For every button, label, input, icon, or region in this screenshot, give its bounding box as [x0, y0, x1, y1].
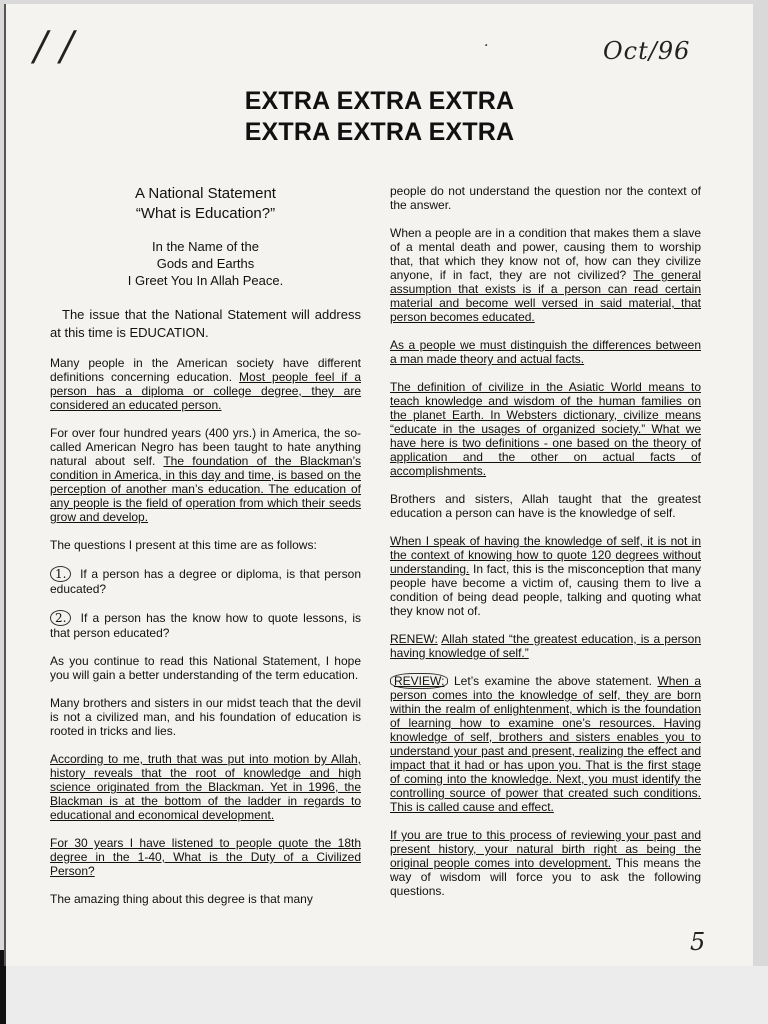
paragraph-continue: As you continue to read this National Statement, I hope you will gain a better understanding of the term education.: [50, 654, 361, 682]
paragraph-text: Many people in the American society have different definitions concerning education.: [50, 356, 361, 384]
scanner-background: [0, 966, 768, 1024]
paragraph-truth: According to me, truth that was put into motion by Allah, history reveals that the root of knowledge and high science originated from the Blackman. Yet in 1996, the Blackman is at the bottom of the ladder in regards to educational and economical development.: [50, 752, 361, 822]
greeting-line-3: I Greet You In Allah Peace.: [127, 273, 284, 288]
heading-line-2: “What is Education?”: [135, 205, 276, 222]
paragraph-condition: [390, 226, 701, 324]
paragraph-text: In fact, this is the misconception that many people have become a victim of, causing them to live a condition of being dead people, talking and quoting what they know not of.: [390, 562, 701, 618]
left-column: [50, 184, 361, 920]
question-text: If a person has the know how to quote lessons, is that person educated?: [50, 611, 362, 640]
paragraph-review: [390, 674, 701, 814]
paragraph-distinguish: As a people we must distinguish the differences between a man made theory and actual facts.: [390, 338, 701, 366]
paragraph-greatest: Brothers and sisters, Allah taught that the greatest education a person can have is the knowledge of self.: [390, 492, 701, 520]
greeting-line-1: In the Name of the: [152, 239, 259, 254]
paragraph-history: [50, 426, 361, 524]
renew-label: RENEW:: [390, 632, 438, 646]
question-2: [50, 610, 361, 640]
paragraph-renew: [390, 632, 701, 660]
question-number: 2.: [50, 610, 71, 626]
handwritten-date: Oct/96: [603, 37, 691, 65]
underlined-text: The general assumption that exists is if a person can read certain material and become well versed in said material, that person becomes educated.: [390, 268, 701, 324]
paragraph-civilize: The definition of civilize in the Asiatic World means to teach knowledge and wisdom of the human families on the planet Earth. In Websters dictionary, civilize means “educate in the usages of organized society.” What we have here is two definitions - one based on the theory of application and the other on actual facts of accomplishments.: [390, 380, 701, 478]
greeting-line-2: Gods and Earths: [156, 256, 255, 271]
paragraph-knowledge-of-self: [390, 534, 701, 618]
paragraph-text: For over four hundred years (400 yrs.) in America, the so-called American Negro has been taught to hate anything natural about self.: [50, 426, 361, 468]
review-label: REVIEW:: [390, 673, 448, 689]
greeting: [50, 238, 361, 289]
heading-line-1: A National Statement: [135, 185, 276, 202]
underlined-text: Allah stated “the greatest education, is a person having knowledge of self.”: [390, 632, 701, 660]
paragraph-definitions: [50, 356, 361, 412]
handwritten-page-number: 5: [690, 928, 706, 956]
underlined-text: When a person comes into the knowledge of self, they are born within the realm of enlightenment, which is the foundation of learning how to examine one’s resources. Having knowledge of self, brothers and sisters enables you to understand your past and present, realizing the effect and impact that it had or has upon you. That is the first stage of coming into the knowledge. Next, you must identify the controlling source of power that created such conditions. This is called cause and effect.: [390, 674, 701, 814]
paragraph-text: When a people are in a condition that makes them a slave of a mental death and power, causing them to worship that, that which they know not of, how can they civilize anyone, if in fact, they are not civilized?: [390, 226, 701, 282]
paragraph-text: Let’s examine the above statement.: [453, 674, 652, 688]
title-line-2: EXTRA EXTRA EXTRA: [244, 118, 515, 146]
questions-intro: The questions I present at this time are as follows:: [50, 538, 317, 552]
stray-mark: ·: [484, 38, 489, 54]
handwritten-mark: / /: [34, 24, 74, 70]
paragraph-amazing: The amazing thing about this degree is that many: [50, 892, 313, 906]
document-page: [4, 4, 753, 966]
question-1: [50, 566, 361, 596]
underlined-text: When I speak of having the knowledge of self, it is not in the context of knowing how to quote 120 degrees without understanding.: [390, 534, 701, 576]
page-title: [6, 86, 753, 148]
underlined-text: The foundation of the Blackman’s condition in America, in this day and time, is based on the perception of another man’s education. The education of any people is the field of operation from which their seeds grow and develop.: [50, 454, 361, 524]
statement-heading: [50, 184, 361, 224]
underlined-text: If you are true to this process of reviewing your past and present history, your natural birth right as being the original people comes into development.: [390, 828, 701, 870]
right-column: [390, 184, 701, 912]
title-line-1: EXTRA EXTRA EXTRA: [244, 87, 515, 115]
issue-paragraph: The issue that the National Statement will address at this time is EDUCATION.: [50, 307, 361, 340]
paragraph-brothers: Many brothers and sisters in our midst teach that the devil is not a civilized man, and his foundation of education is rooted in tricks and lies.: [50, 696, 361, 738]
paragraph-process: [390, 828, 701, 898]
underlined-text: Most people feel if a person has a diploma or college degree, they are considered an educated person.: [50, 370, 361, 412]
question-text: If a person has a degree or diploma, is that person educated?: [50, 567, 361, 596]
paragraph-context: people do not understand the question nor the context of the answer.: [390, 184, 701, 212]
question-number: 1.: [50, 566, 71, 582]
paragraph-30-years: For 30 years I have listened to people quote the 18th degree in the 1-40, What is the Duty of a Civilized Person?: [50, 836, 361, 878]
paragraph-text: This means the way of wisdom will force you to ask the following questions.: [390, 856, 701, 898]
